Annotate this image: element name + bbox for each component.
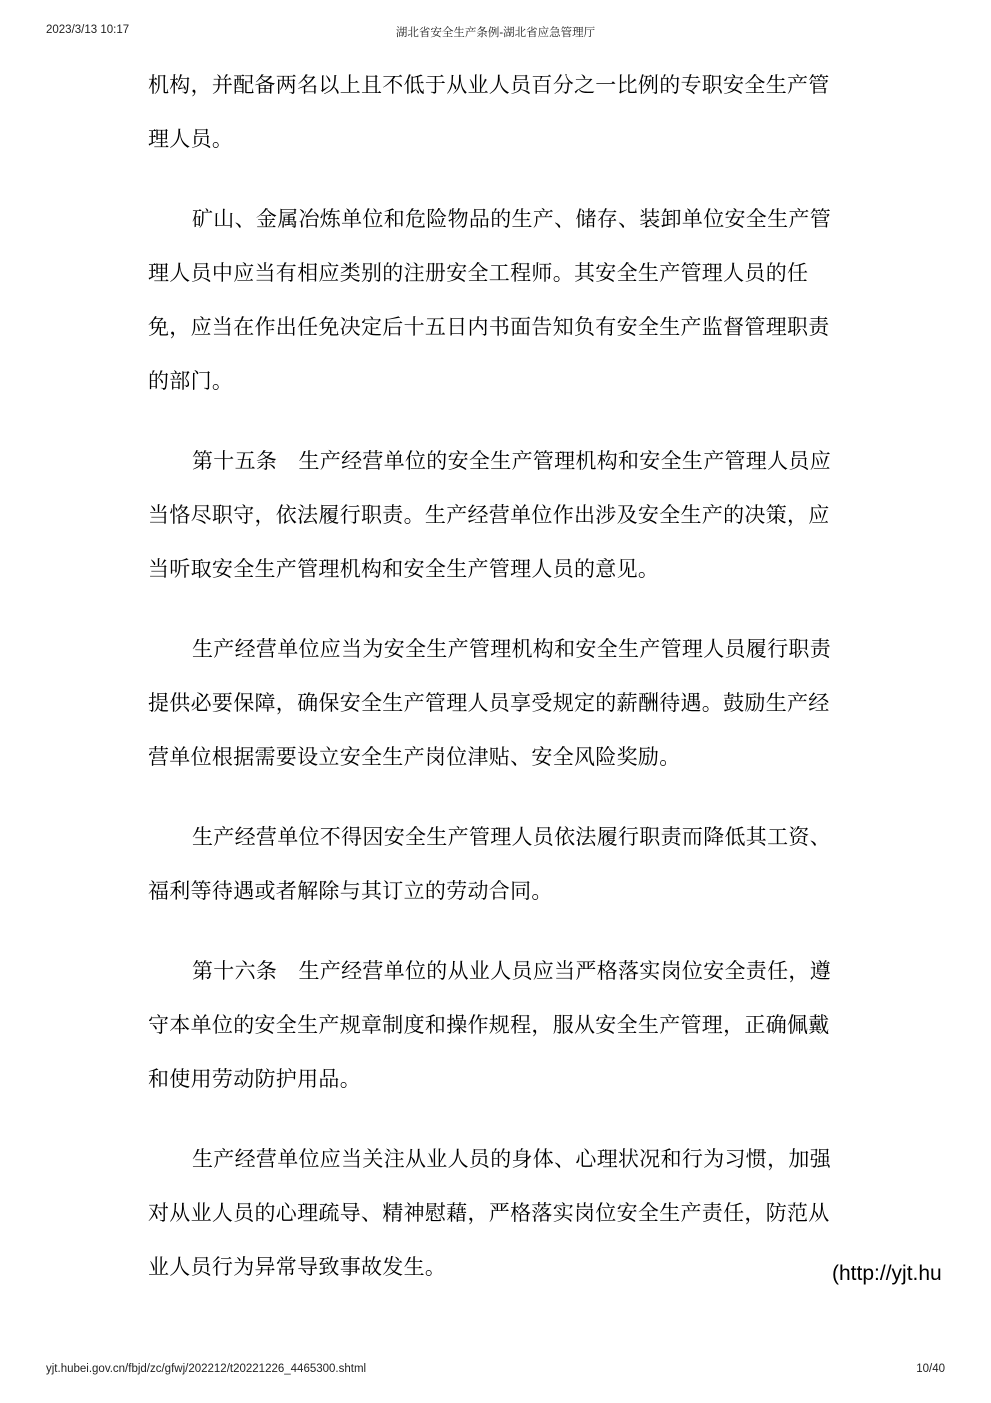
paragraph-article-15: 第十五条 生产经营单位的安全生产管理机构和安全生产管理人员应当恪尽职守，依法履行职责。生产经营单位作出涉及安全生产的决策，应当听取安全生产管理机构和安全生产管理人员的意见。 <box>148 449 831 581</box>
paragraph-safeguards: 生产经营单位应当为安全生产管理机构和安全生产管理人员履行职责提供必要保障，确保安全生产管理人员享受规定的薪酬待遇。鼓励生产经营单位根据需要设立安全生产岗位津贴、安全风险奖励。 <box>148 637 831 769</box>
page-number: 10/40 <box>916 1363 945 1375</box>
print-header <box>46 24 945 40</box>
document-title: 湖北省安全生产条例-湖北省应急管理厅 <box>395 27 596 39</box>
page-url: yjt.hubei.gov.cn/fbjd/zc/gfwj/202212/t20221226_4465300.shtml <box>46 1363 367 1375</box>
paragraph-continuation: 机构，并配备两名以上且不低于从业人员百分之一比例的专职安全生产管理人员。 <box>148 73 830 151</box>
paragraph-article-16: 第十六条 生产经营单位的从业人员应当严格落实岗位安全责任，遵守本单位的安全生产规章制度和操作规程，服从安全生产管理，正确佩戴和使用劳动防护用品。 <box>148 959 831 1091</box>
paragraph-no-retaliation: 生产经营单位不得因安全生产管理人员依法履行职责而降低其工资、福利等待遇或者解除与其订立的劳动合同。 <box>148 825 831 903</box>
paragraph-safety-engineer: 矿山、金属冶炼单位和危险物品的生产、储存、装卸单位安全生产管理人员中应当有相应类别的注册安全工程师。其安全生产管理人员的任免，应当在作出任免决定后十五日内书面告知负有安全生产监督管理职责的部门。 <box>148 207 831 393</box>
truncated-url-link[interactable]: (http://yjt.hu <box>832 1262 942 1285</box>
print-footer <box>46 1363 945 1379</box>
paragraph-wellbeing: 生产经营单位应当关注从业人员的身体、心理状况和行为习惯，加强对从业人员的心理疏导、精神慰藉，严格落实岗位安全生产责任，防范从业人员行为异常导致事故发生。 <box>148 1147 831 1279</box>
article-body <box>148 58 838 1320</box>
print-datetime: 2023/3/13 10:17 <box>46 24 130 36</box>
